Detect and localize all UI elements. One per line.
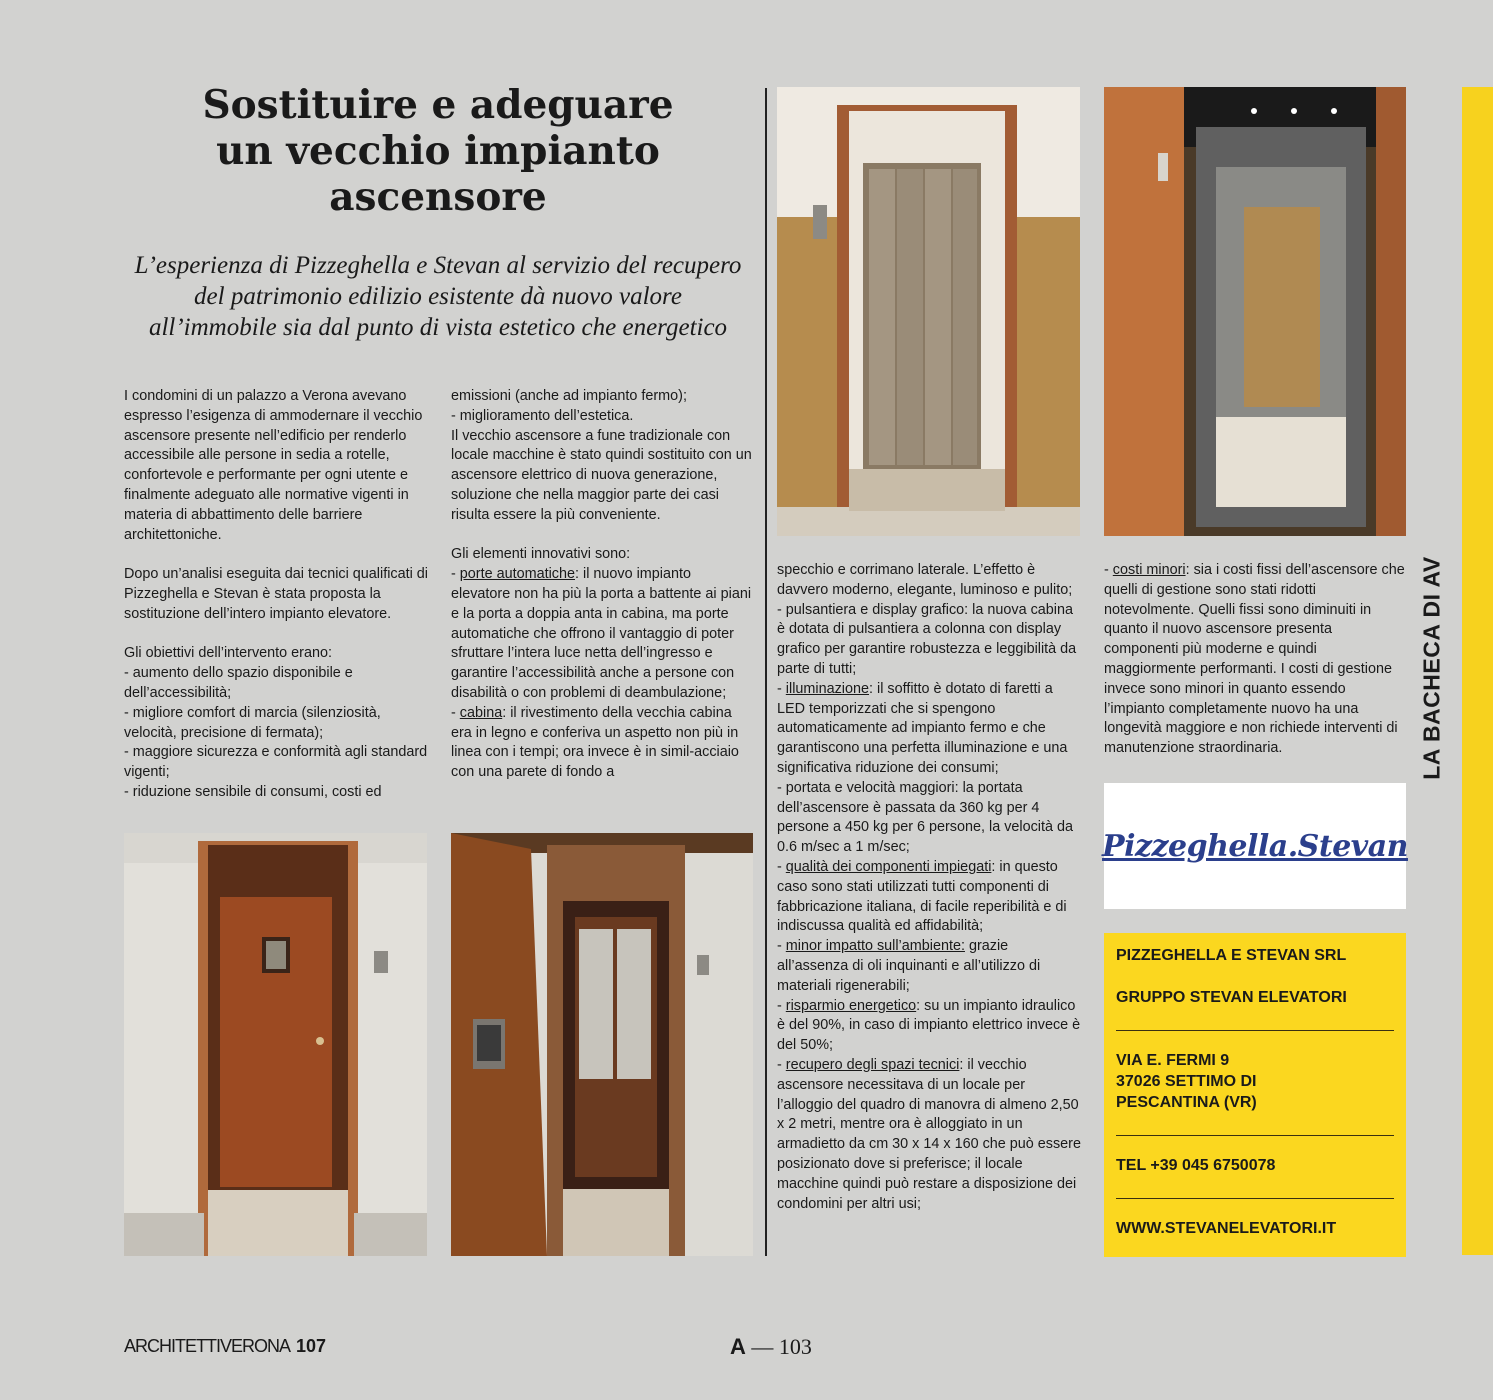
address-line: PESCANTINA (VR) [1116,1094,1257,1111]
divider [1116,1198,1394,1199]
photo-new-elevator-cabin [1104,87,1406,536]
text-column-2 [451,387,753,783]
paragraph: emissioni (anche ad impianto fermo); - miglioramento dell’estetica. Il vecchio ascensore a fune tradizionale con locale macchine è stato quindi sostituito con un ascensore elettrico di nuova generazione, soluzione che nella maggior parte dei casi risulta essere la più conveniente. [451,388,752,523]
divider [1116,1030,1394,1031]
paragraph: Gli obiettivi dell’intervento erano: - aumento dello spazio disponibile e dell’accessibilità; - migliore comfort di marcia (silenziosità, velocità, precisione di fermata); - maggiore sicurezza e conformità agli standard vigenti; - riduzione sensibile di consumi, costi ed [124,645,428,800]
paragraph: specchio e corrimano laterale. L’effetto è davvero moderno, elegante, luminoso e pulito; - pulsantiera e display grafico: la nuova cabina è dotata di pulsantiera a colonna con display grafico per garantire robustezza e leggibilità da parte di tutti; - illuminazione: il soffitto è dotato di faretti a LED temporizzati che si spengono automaticamente ad impianto fermo e che garantiscono una perfetta illuminazione e una significativa riduzione dei consumi; - portata e velocità maggiori: la portata dell’ascensore è passata da 360 kg per 4 persone a 450 kg per 6 persone, la velocità da 0.6 m/sec a 1 m/sec; - qualità dei componenti impiegati: in questo caso sono stati utilizzati tutti componenti di fabbricazione italiana, di facile reperibilità e di indiscussa qualità ed affidabilità; - minor impatto sull’ambiente: grazie all’assenza di oli inquinanti e all’utilizzo di materiali rigenerabili; - risparmio energetico: su un impianto idraulico è del 90%, in caso di impianto elettrico invece è del 50%; - recupero degli spazi tecnici: il vecchio ascensore necessitava di un locale per l’alloggio del quadro di manovra di almeno 2,50 x 2 metri, mentre ora è alloggiato in un armadietto da cm 30 x 14 x 160 che può essere posizionato dove si preferisce; il locale macchine quindi può restare a disposizione dei condomini per altri usi; [777,562,1081,1212]
paragraph: - costi minori: sia i costi fissi dell’ascensore che quelli di gestione sono stati ridotti notevolmente. Quelli fissi sono diminuiti in quanto il nuovo ascensore presenta componenti più moderne e quindi maggiormente performanti. I costi di gestione invece sono minori in quanto essendo l’impianto completamente nuovo ha una longevità maggiore e non richiede interventi di manutenzione straordinaria. [1104,562,1405,757]
text-column-1 [124,387,430,803]
address-line: 37026 SETTIMO DI [1116,1073,1257,1090]
company-logo: Pizzeghella.Stevan [1104,783,1406,909]
company-name: PIZZEGHELLA E STEVAN SRL [1116,947,1347,964]
text-column-4 [1104,561,1408,759]
phone-number: TEL +39 045 6750078 [1116,1157,1276,1174]
column-divider [765,88,767,1256]
article-subtitle: L’esperienza di Pizzeghella e Stevan al servizio del recupero del patrimonio edilizio esistente dà nuovo valore all’immobile sia dal punto di vista estetico che energetico [134,252,742,341]
paragraph: Dopo un’analisi eseguita dai tecnici qualificati di Pizzeghella e Stevan è stata proposta la sostituzione dell’intero impianto elevatore. [124,566,428,622]
text-column-3 [777,561,1083,1214]
company-group: GRUPPO STEVAN ELEVATORI [1116,989,1347,1006]
footer-page-number: A — 103 [730,1334,812,1359]
section-label: LA BACHECA DI AV [1418,556,1445,780]
photo-old-elevator-open [451,833,753,1256]
photo-new-elevator-doors [777,87,1080,536]
address-line: VIA E. FERMI 9 [1116,1052,1230,1069]
contact-card [1104,933,1406,1257]
paragraph: Gli elementi innovativi sono: - porte automatiche: il nuovo impianto elevatore non ha più la porta a battente ai piani e la porta a doppia anta in cabina, ma porte automatiche che offrono il vantaggio di poter sfruttare l’intera luce netta dell’ingresso e garantire l’accessibilità anche a persone con disabilità o con problemi di deambulazione; - cabina: il rivestimento della vecchia cabina era in legno e conferiva un aspetto non più in linea con i tempi; ora invece è in simil-acciaio con una parete di fondo a [451,546,752,781]
article-title: Sostituire e adeguare un vecchio impianto ascensore [202,82,674,220]
divider [1116,1135,1394,1136]
footer-magazine: ARCHITETTIVERONA 107 [124,1336,327,1356]
paragraph: I condomini di un palazzo a Verona avevano espresso l’esigenza di ammodernare il vecchio ascensore presente nell’edificio per renderlo accessibile alle persone in sedia a rotelle, confortevole e performante per ogni utente e finalmente adeguato alle normative vigenti in materia di abbattimento delle barriere architettoniche. [124,388,423,543]
website-link[interactable]: WWW.STEVANELEVATORI.IT [1116,1220,1337,1237]
section-accent-bar [1462,87,1493,1255]
photo-old-elevator-door [124,833,427,1256]
